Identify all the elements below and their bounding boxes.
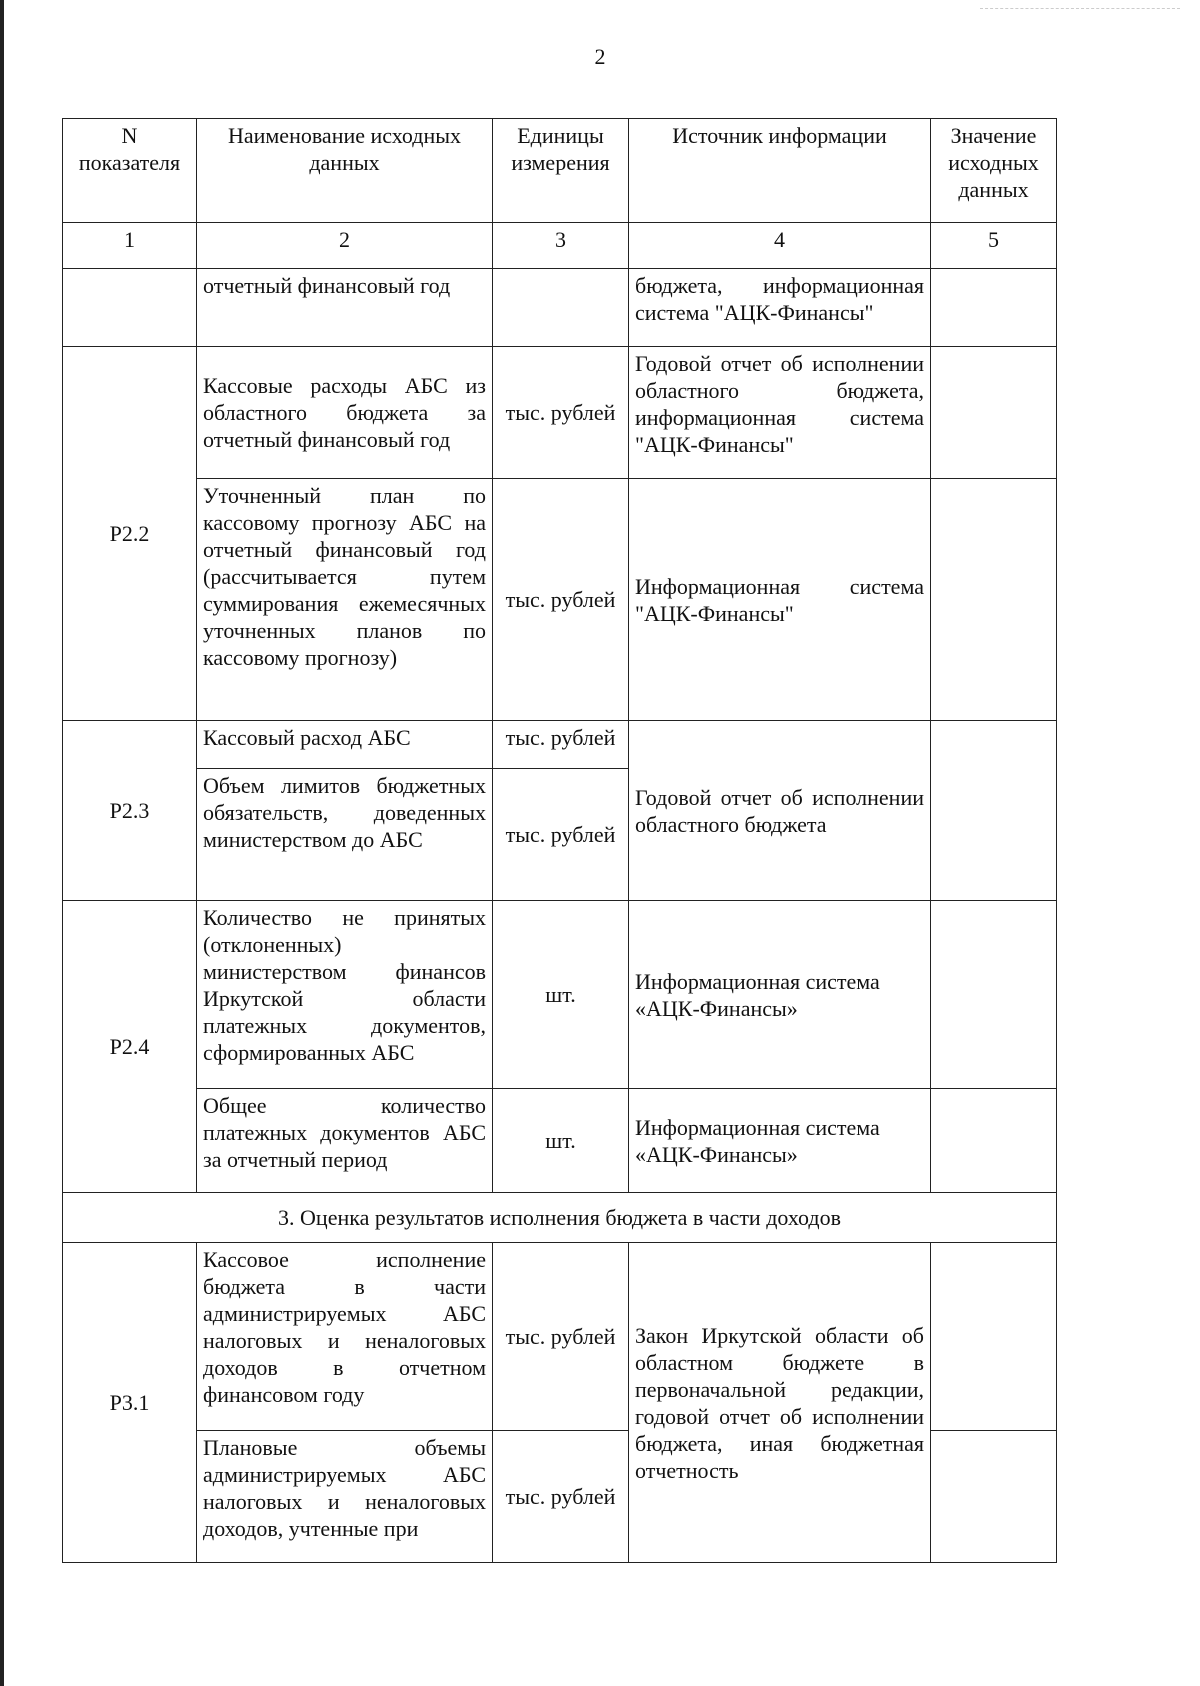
scan-left-edge: [0, 0, 4, 1686]
indicator-id-cell: Р3.1: [63, 1243, 197, 1563]
source-cell: Информационная система «АЦК-Финансы»: [629, 1089, 931, 1193]
section-3-title: 3. Оценка результатов исполнения бюджета в части доходов: [63, 1193, 1057, 1243]
data-name-cell: Кассовое исполнение бюджета в части администрируемых АБС налоговых и неналоговых доходов в отчетном финансовом году: [197, 1243, 493, 1431]
source-cell: Информационная система «АЦК-Финансы»: [629, 901, 931, 1089]
unit-cell: тыс. рублей: [493, 769, 629, 901]
data-name-cell: Уточненный план по кассовому прогнозу АБС на отчетный финансовый год (рассчитывается путем суммирования ежемесячных уточненных планов по кассовому прогнозу): [197, 479, 493, 721]
data-name-cell: Общее количество платежных документов АБС за отчетный период: [197, 1089, 493, 1193]
column-number-1: 1: [63, 223, 197, 269]
table-row: [63, 479, 1057, 721]
unit-cell: шт.: [493, 901, 629, 1089]
value-cell: [931, 721, 1057, 901]
column-numbers-row: [63, 223, 1057, 269]
table-row: [63, 901, 1057, 1089]
header-source: Источник информации: [629, 119, 931, 223]
page-number: 2: [594, 44, 606, 69]
section-title-row: [63, 1193, 1057, 1243]
header-index: N показателя: [63, 119, 197, 223]
table-row: [63, 347, 1057, 479]
source-cell: бюджета, информационная система "АЦК-Финансы": [629, 269, 931, 347]
scan-top-dash: [980, 8, 1180, 9]
unit-cell: тыс. рублей: [493, 1431, 629, 1563]
table-row: [63, 1089, 1057, 1193]
source-cell: Закон Иркутской области об областном бюджете в первоначальной редакции, годовой отчет об исполнении бюджета, иная бюджетная отчетность: [629, 1243, 931, 1563]
column-number-5: 5: [931, 223, 1057, 269]
header-value: Значение исходных данных: [931, 119, 1057, 223]
data-name-cell: отчетный финансовый год: [197, 269, 493, 347]
value-cell: [931, 1243, 1057, 1431]
indicator-id-cell: Р2.2: [63, 347, 197, 721]
unit-cell: шт.: [493, 1089, 629, 1193]
column-number-3: 3: [493, 223, 629, 269]
source-cell: Годовой отчет об исполнении областного бюджета: [629, 721, 931, 901]
unit-cell: тыс. рублей: [493, 721, 629, 769]
header-name: Наименование исходных данных: [197, 119, 493, 223]
source-cell: Годовой отчет об исполнении областного бюджета, информационная система "АЦК-Финансы": [629, 347, 931, 479]
indicator-id-cell: Р2.3: [63, 721, 197, 901]
unit-cell: [493, 269, 629, 347]
value-cell: [931, 1431, 1057, 1563]
table-row: [63, 721, 1057, 769]
source-cell: Информационная система "АЦК-Финансы": [629, 479, 931, 721]
data-name-cell: Количество не принятых (отклоненных) министерством финансов Иркутской области платежных документов, сформированных АБС: [197, 901, 493, 1089]
table-row: [63, 1243, 1057, 1431]
data-name-cell: Кассовый расход АБС: [197, 721, 493, 769]
unit-cell: тыс. рублей: [493, 1243, 629, 1431]
header-unit: Единицы измерения: [493, 119, 629, 223]
value-cell: [931, 1089, 1057, 1193]
value-cell: [931, 269, 1057, 347]
value-cell: [931, 901, 1057, 1089]
indicator-id-cell: [63, 269, 197, 347]
indicator-id-cell: Р2.4: [63, 901, 197, 1193]
header-row: [63, 119, 1057, 223]
data-name-cell: Объем лимитов бюджетных обязательств, доведенных министерством до АБС: [197, 769, 493, 901]
table-row: [63, 269, 1057, 347]
unit-cell: тыс. рублей: [493, 347, 629, 479]
value-cell: [931, 347, 1057, 479]
data-name-cell: Плановые объемы администрируемых АБС налоговых и неналоговых доходов, учтенные при: [197, 1431, 493, 1563]
value-cell: [931, 479, 1057, 721]
data-name-cell: Кассовые расходы АБС из областного бюджета за отчетный финансовый год: [197, 347, 493, 479]
column-number-2: 2: [197, 223, 493, 269]
indicators-table: [62, 118, 1057, 1563]
column-number-4: 4: [629, 223, 931, 269]
unit-cell: тыс. рублей: [493, 479, 629, 721]
